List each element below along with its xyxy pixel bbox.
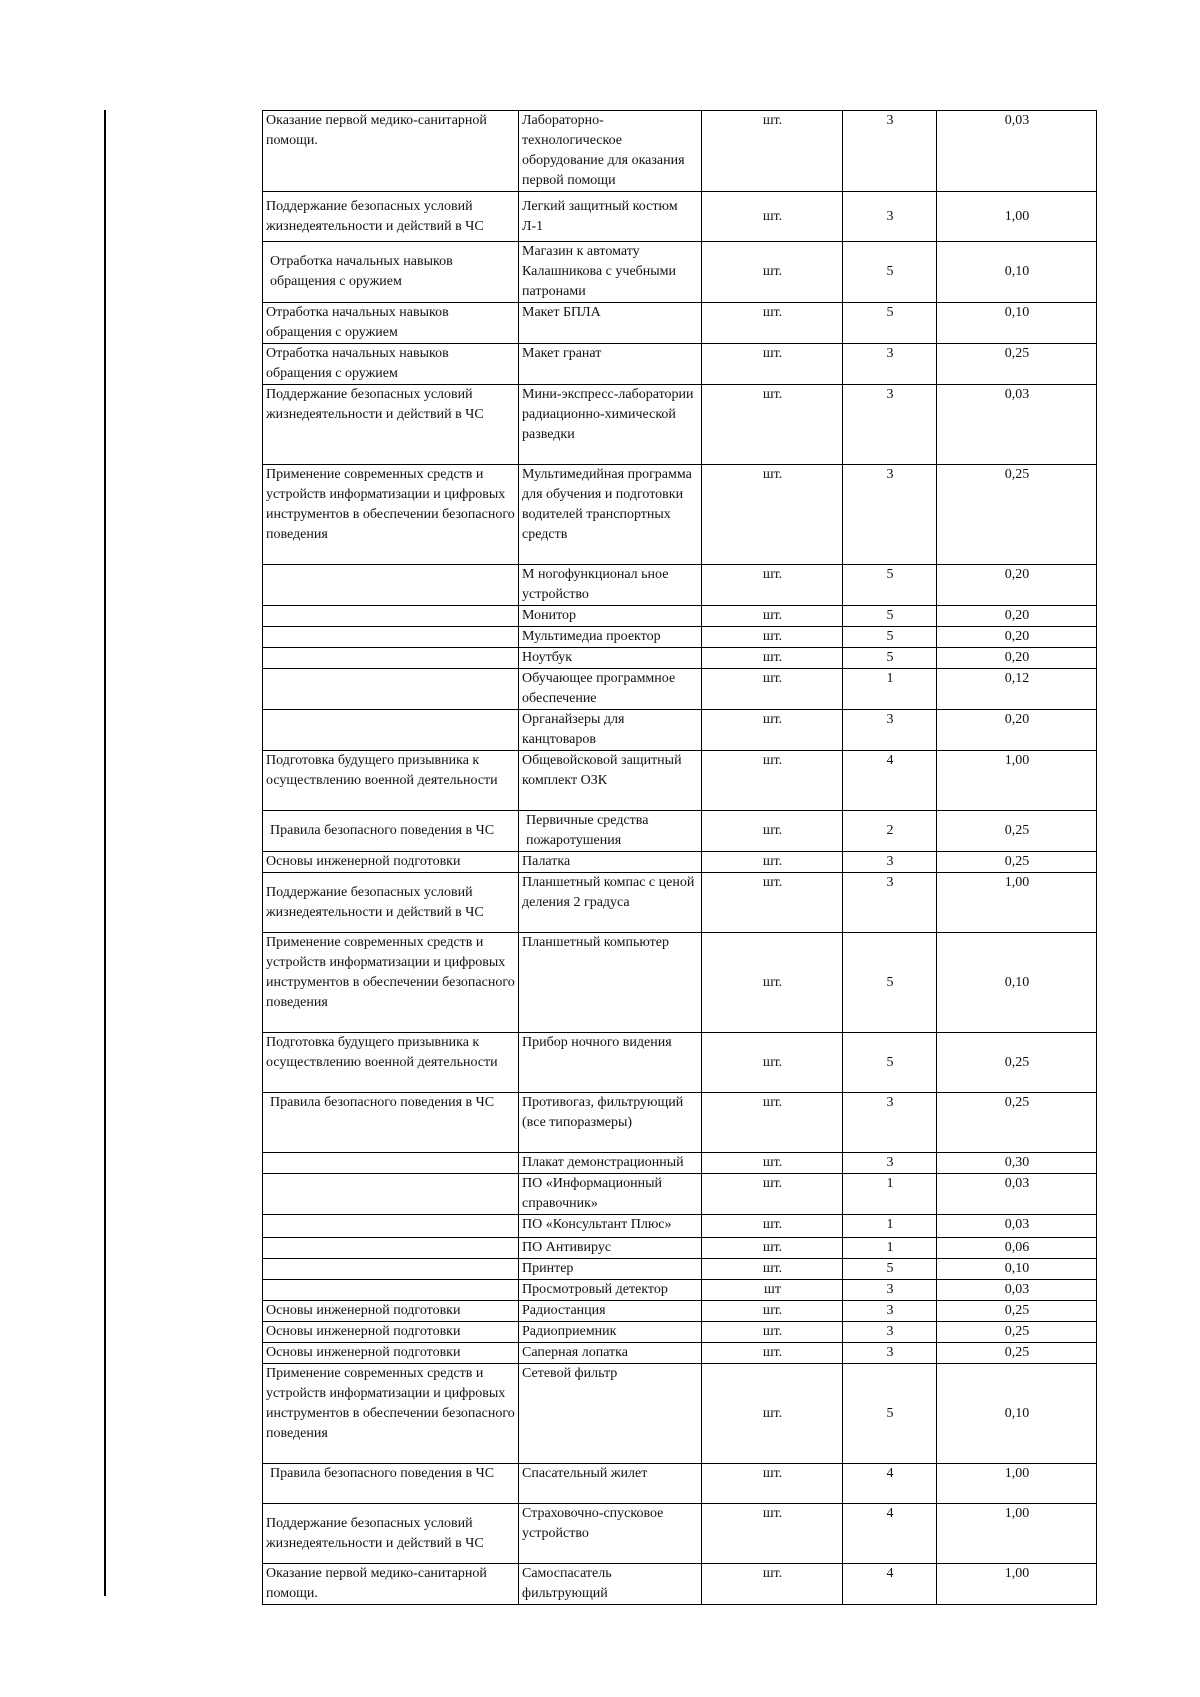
table-row xyxy=(263,385,1097,465)
coefficient-cell: 1,00 xyxy=(937,192,1097,242)
table-row xyxy=(263,811,1097,852)
topic-cell: Поддержание безопасных условий жизнедеятельности и действий в ЧС xyxy=(263,873,519,933)
item-cell: Палатка xyxy=(519,852,702,873)
item-cell: Принтер xyxy=(519,1259,702,1280)
coefficient-cell: 0,25 xyxy=(937,465,1097,565)
unit-cell: шт. xyxy=(702,565,843,606)
topic-cell: Оказание первой медико-санитарной помощи. xyxy=(263,1564,519,1605)
unit-cell: шт. xyxy=(702,873,843,933)
item-cell: Первичные средства пожаротушения xyxy=(519,811,702,852)
equipment-table-body xyxy=(263,111,1097,1605)
coefficient-cell: 0,25 xyxy=(937,852,1097,873)
left-margin-rule xyxy=(104,110,106,1596)
table-row xyxy=(263,1215,1097,1238)
table-row xyxy=(263,1280,1097,1301)
quantity-cell: 5 xyxy=(843,303,937,344)
unit-cell: шт. xyxy=(702,1238,843,1259)
quantity-cell: 3 xyxy=(843,192,937,242)
table-row xyxy=(263,242,1097,303)
quantity-cell: 3 xyxy=(843,1343,937,1364)
item-cell: ПО Антивирус xyxy=(519,1238,702,1259)
table-row xyxy=(263,565,1097,606)
coefficient-cell: 0,30 xyxy=(937,1153,1097,1174)
unit-cell: шт. xyxy=(702,1504,843,1564)
coefficient-cell: 0,25 xyxy=(937,811,1097,852)
unit-cell: шт. xyxy=(702,1033,843,1093)
topic-cell xyxy=(263,1238,519,1259)
item-cell: Саперная лопатка xyxy=(519,1343,702,1364)
quantity-cell: 5 xyxy=(843,648,937,669)
quantity-cell: 1 xyxy=(843,669,937,710)
quantity-cell: 3 xyxy=(843,873,937,933)
quantity-cell: 3 xyxy=(843,385,937,465)
coefficient-cell: 0,25 xyxy=(937,344,1097,385)
table-row xyxy=(263,1174,1097,1215)
item-cell: Сетевой фильтр xyxy=(519,1364,702,1464)
table-row xyxy=(263,1153,1097,1174)
topic-cell xyxy=(263,565,519,606)
quantity-cell: 5 xyxy=(843,627,937,648)
unit-cell: шт. xyxy=(702,648,843,669)
unit-cell: шт. xyxy=(702,192,843,242)
topic-cell: Основы инженерной подготовки xyxy=(263,852,519,873)
coefficient-cell: 0,25 xyxy=(937,1322,1097,1343)
item-cell: Прибор ночного видения xyxy=(519,1033,702,1093)
item-cell: Планшетный компьютер xyxy=(519,933,702,1033)
quantity-cell: 1 xyxy=(843,1215,937,1238)
table-row xyxy=(263,933,1097,1033)
topic-cell: Отработка начальных навыков обращения с оружием xyxy=(263,344,519,385)
topic-cell: Поддержание безопасных условий жизнедеятельности и действий в ЧС xyxy=(263,192,519,242)
unit-cell: шт. xyxy=(702,1564,843,1605)
unit-cell: шт. xyxy=(702,1464,843,1504)
topic-cell xyxy=(263,669,519,710)
item-cell: Спасательный жилет xyxy=(519,1464,702,1504)
coefficient-cell: 0,03 xyxy=(937,111,1097,192)
item-cell: Противогаз, фильтрующий (все типоразмеры) xyxy=(519,1093,702,1153)
topic-cell: Подготовка будущего призывника к осуществлению военной деятельности xyxy=(263,1033,519,1093)
quantity-cell: 5 xyxy=(843,1364,937,1464)
item-cell: Ноутбук xyxy=(519,648,702,669)
quantity-cell: 3 xyxy=(843,1153,937,1174)
quantity-cell: 3 xyxy=(843,344,937,385)
item-cell: Мини-экспресс-лаборатории радиационно-химической разведки xyxy=(519,385,702,465)
topic-cell xyxy=(263,1280,519,1301)
table-row xyxy=(263,669,1097,710)
unit-cell: шт. xyxy=(702,1322,843,1343)
coefficient-cell: 0,10 xyxy=(937,242,1097,303)
unit-cell: шт. xyxy=(702,627,843,648)
coefficient-cell: 0,03 xyxy=(937,385,1097,465)
quantity-cell: 1 xyxy=(843,1174,937,1215)
unit-cell: шт. xyxy=(702,1343,843,1364)
item-cell: Мультимедиа проектор xyxy=(519,627,702,648)
coefficient-cell: 0,10 xyxy=(937,933,1097,1033)
item-cell: ПО «Консультант Плюс» xyxy=(519,1215,702,1238)
coefficient-cell: 0,20 xyxy=(937,710,1097,751)
item-cell: Мультимедийная программа для обучения и подготовки водителей транспортных средств xyxy=(519,465,702,565)
table-row xyxy=(263,1259,1097,1280)
item-cell: Радиоприемник xyxy=(519,1322,702,1343)
coefficient-cell: 0,25 xyxy=(937,1093,1097,1153)
unit-cell: шт xyxy=(702,1280,843,1301)
item-cell: Магазин к автомату Калашникова с учебными патронами xyxy=(519,242,702,303)
item-cell: Планшетный компас с ценой деления 2 градуса xyxy=(519,873,702,933)
quantity-cell: 1 xyxy=(843,1238,937,1259)
topic-cell xyxy=(263,1153,519,1174)
unit-cell: шт. xyxy=(702,1301,843,1322)
topic-cell: Применение современных средств и устройств информатизации и цифровых инструментов в обеспечении безопасного поведения xyxy=(263,933,519,1033)
quantity-cell: 5 xyxy=(843,242,937,303)
coefficient-cell: 0,03 xyxy=(937,1215,1097,1238)
coefficient-cell: 1,00 xyxy=(937,1564,1097,1605)
quantity-cell: 5 xyxy=(843,933,937,1033)
table-row xyxy=(263,111,1097,192)
unit-cell: шт. xyxy=(702,344,843,385)
topic-cell xyxy=(263,648,519,669)
table-row xyxy=(263,344,1097,385)
quantity-cell: 3 xyxy=(843,1093,937,1153)
topic-cell: Отработка начальных навыков обращения с оружием xyxy=(263,242,519,303)
unit-cell: шт. xyxy=(702,1215,843,1238)
coefficient-cell: 0,10 xyxy=(937,1259,1097,1280)
table-row xyxy=(263,1093,1097,1153)
coefficient-cell: 0,20 xyxy=(937,565,1097,606)
coefficient-cell: 0,20 xyxy=(937,627,1097,648)
unit-cell: шт. xyxy=(702,1259,843,1280)
quantity-cell: 3 xyxy=(843,465,937,565)
item-cell: Обучающее программное обеспечение xyxy=(519,669,702,710)
coefficient-cell: 0,10 xyxy=(937,303,1097,344)
topic-cell xyxy=(263,627,519,648)
unit-cell: шт. xyxy=(702,1153,843,1174)
unit-cell: шт. xyxy=(702,465,843,565)
coefficient-cell: 0,25 xyxy=(937,1033,1097,1093)
coefficient-cell: 1,00 xyxy=(937,751,1097,811)
unit-cell: шт. xyxy=(702,1364,843,1464)
topic-cell: Поддержание безопасных условий жизнедеятельности и действий в ЧС xyxy=(263,1504,519,1564)
topic-cell xyxy=(263,606,519,627)
quantity-cell: 4 xyxy=(843,1564,937,1605)
unit-cell: шт. xyxy=(702,852,843,873)
quantity-cell: 4 xyxy=(843,751,937,811)
table-row xyxy=(263,1322,1097,1343)
table-row xyxy=(263,710,1097,751)
quantity-cell: 3 xyxy=(843,1322,937,1343)
item-cell: Страховочно-спусковое устройство xyxy=(519,1504,702,1564)
unit-cell: шт. xyxy=(702,242,843,303)
table-row xyxy=(263,852,1097,873)
item-cell: Легкий защитный костюм Л-1 xyxy=(519,192,702,242)
unit-cell: шт. xyxy=(702,811,843,852)
table-row xyxy=(263,648,1097,669)
table-row xyxy=(263,1343,1097,1364)
coefficient-cell: 0,03 xyxy=(937,1174,1097,1215)
quantity-cell: 3 xyxy=(843,710,937,751)
table-row xyxy=(263,1364,1097,1464)
item-cell: Макет БПЛА xyxy=(519,303,702,344)
unit-cell: шт. xyxy=(702,385,843,465)
unit-cell: шт. xyxy=(702,606,843,627)
table-row xyxy=(263,606,1097,627)
table-row xyxy=(263,192,1097,242)
topic-cell: Основы инженерной подготовки xyxy=(263,1343,519,1364)
topic-cell: Основы инженерной подготовки xyxy=(263,1301,519,1322)
quantity-cell: 4 xyxy=(843,1504,937,1564)
coefficient-cell: 1,00 xyxy=(937,1464,1097,1504)
table-row xyxy=(263,1564,1097,1605)
unit-cell: шт. xyxy=(702,751,843,811)
quantity-cell: 3 xyxy=(843,1301,937,1322)
coefficient-cell: 0,12 xyxy=(937,669,1097,710)
quantity-cell: 2 xyxy=(843,811,937,852)
table-row xyxy=(263,1033,1097,1093)
quantity-cell: 5 xyxy=(843,1033,937,1093)
equipment-table xyxy=(262,110,1097,1605)
item-cell: М ногофункционал ьное устройство xyxy=(519,565,702,606)
quantity-cell: 3 xyxy=(843,1280,937,1301)
topic-cell: Применение современных средств и устройств информатизации и цифровых инструментов в обеспечении безопасного поведения xyxy=(263,1364,519,1464)
table-row xyxy=(263,465,1097,565)
topic-cell xyxy=(263,1259,519,1280)
quantity-cell: 5 xyxy=(843,606,937,627)
topic-cell xyxy=(263,1174,519,1215)
unit-cell: шт. xyxy=(702,1093,843,1153)
item-cell: Самоспасатель фильтрующий xyxy=(519,1564,702,1605)
item-cell: Монитор xyxy=(519,606,702,627)
topic-cell: Оказание первой медико-санитарной помощи. xyxy=(263,111,519,192)
topic-cell: Правила безопасного поведения в ЧС xyxy=(263,811,519,852)
topic-cell: Отработка начальных навыков обращения с оружием xyxy=(263,303,519,344)
item-cell: Плакат демонстрационный xyxy=(519,1153,702,1174)
coefficient-cell: 0,25 xyxy=(937,1301,1097,1322)
table-row xyxy=(263,1464,1097,1504)
coefficient-cell: 0,25 xyxy=(937,1343,1097,1364)
unit-cell: шт. xyxy=(702,669,843,710)
unit-cell: шт. xyxy=(702,710,843,751)
item-cell: ПО «Информационный справочник» xyxy=(519,1174,702,1215)
unit-cell: шт. xyxy=(702,933,843,1033)
coefficient-cell: 0,10 xyxy=(937,1364,1097,1464)
item-cell: Радиостанция xyxy=(519,1301,702,1322)
topic-cell: Правила безопасного поведения в ЧС xyxy=(263,1464,519,1504)
table-row xyxy=(263,1504,1097,1564)
topic-cell: Подготовка будущего призывника к осуществлению военной деятельности xyxy=(263,751,519,811)
item-cell: Макет гранат xyxy=(519,344,702,385)
item-cell: Общевойсковой защитный комплект ОЗК xyxy=(519,751,702,811)
table-row xyxy=(263,1301,1097,1322)
quantity-cell: 3 xyxy=(843,111,937,192)
coefficient-cell: 1,00 xyxy=(937,873,1097,933)
unit-cell: шт. xyxy=(702,303,843,344)
quantity-cell: 4 xyxy=(843,1464,937,1504)
coefficient-cell: 0,03 xyxy=(937,1280,1097,1301)
table-row xyxy=(263,1238,1097,1259)
quantity-cell: 5 xyxy=(843,565,937,606)
topic-cell: Правила безопасного поведения в ЧС xyxy=(263,1093,519,1153)
coefficient-cell: 0,20 xyxy=(937,606,1097,627)
item-cell: Просмотровый детектор xyxy=(519,1280,702,1301)
table-row xyxy=(263,627,1097,648)
topic-cell: Применение современных средств и устройств информатизации и цифровых инструментов в обеспечении безопасного поведения xyxy=(263,465,519,565)
quantity-cell: 3 xyxy=(843,852,937,873)
topic-cell xyxy=(263,1215,519,1238)
topic-cell xyxy=(263,710,519,751)
table-row xyxy=(263,303,1097,344)
table-row xyxy=(263,751,1097,811)
unit-cell: шт. xyxy=(702,1174,843,1215)
item-cell: Лабораторно-технологическое оборудование для оказания первой помощи xyxy=(519,111,702,192)
coefficient-cell: 0,06 xyxy=(937,1238,1097,1259)
quantity-cell: 5 xyxy=(843,1259,937,1280)
item-cell: Органайзеры для канцтоваров xyxy=(519,710,702,751)
topic-cell: Поддержание безопасных условий жизнедеятельности и действий в ЧС xyxy=(263,385,519,465)
coefficient-cell: 1,00 xyxy=(937,1504,1097,1564)
table-row xyxy=(263,873,1097,933)
unit-cell: шт. xyxy=(702,111,843,192)
topic-cell: Основы инженерной подготовки xyxy=(263,1322,519,1343)
coefficient-cell: 0,20 xyxy=(937,648,1097,669)
